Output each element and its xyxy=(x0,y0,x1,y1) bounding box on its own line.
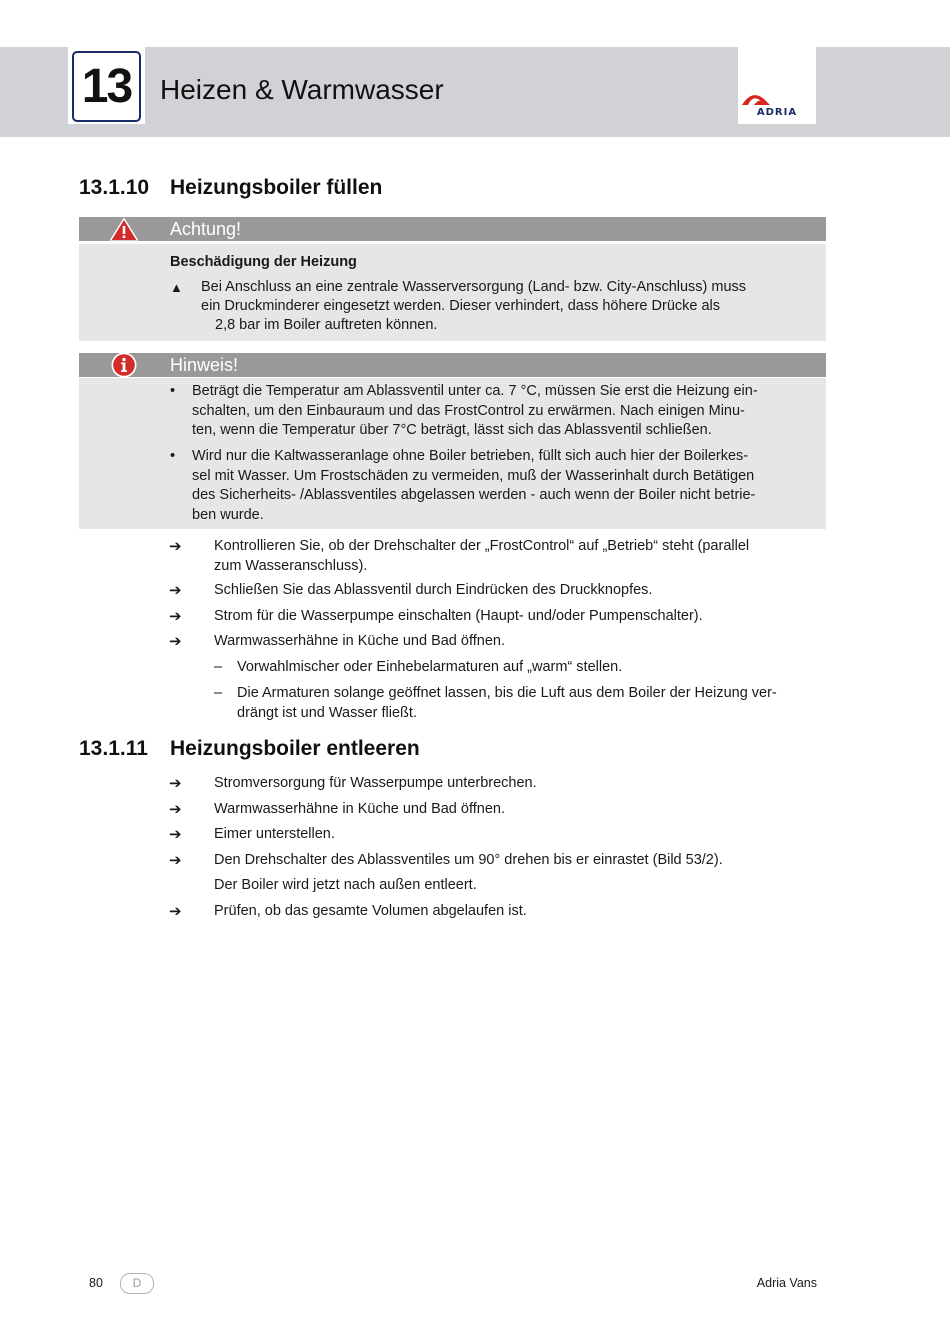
arrow-icon: ➔ xyxy=(169,801,182,818)
dash-marker: – xyxy=(214,659,223,675)
warning-title: Achtung! xyxy=(170,219,242,239)
hint-body xyxy=(79,378,826,529)
arrow-icon: ➔ xyxy=(169,826,182,843)
section-heading-empty xyxy=(79,737,420,761)
hint-bullet: • xyxy=(170,448,176,464)
hint-item: Wird nur die Kaltwasseranlage ohne Boiler betrieben, füllt sich auch hier der Boilerkes- sel mit Wasser. Um Frostschäden zu vermeiden, muß der Wasserinhalt durch Betätigen des Sicherheits- /Ablassventiles abgelassen werden - auch wenn der Boiler nicht betrie- ben wurde. xyxy=(192,448,756,523)
warning-subtitle: Beschädigung der Heizung xyxy=(170,254,357,270)
section-title: Heizungsboiler entleeren xyxy=(170,737,420,760)
hint-title-bar xyxy=(79,353,826,377)
adria-logo-icon xyxy=(740,87,814,107)
page-number: 80 xyxy=(89,1276,103,1290)
hint-bullet: • xyxy=(170,383,176,399)
arrow-icon: ➔ xyxy=(169,633,182,650)
arrow-icon: ➔ xyxy=(169,608,182,625)
warning-text-line: ein Druckminderer eingesetzt werden. Dieser verhindert, dass höhere Drücke als xyxy=(201,298,721,314)
chapter-badge xyxy=(68,47,145,124)
logo-wordmark: ADRIA xyxy=(756,107,798,118)
adria-logo xyxy=(738,47,816,124)
hint-item: Beträgt die Temperatur am Ablassventil unter ca. 7 °C, müssen Sie erst die Heizung ein- schalten, um den Einbauraum und das FrostControl zu erwärmen. Nach einigen Minu- ten, wenn die Temperatur über 7°C beträgt, lässt sich das Ablassventil schließen. xyxy=(192,383,758,438)
warning-text: Bei Anschluss an eine zentrale Wasserversorgung (Land- bzw. City-Anschluss) muss xyxy=(201,279,747,295)
language-badge: D xyxy=(120,1273,154,1294)
warning-triangle-marker: ▲ xyxy=(170,280,183,295)
arrow-icon: ➔ xyxy=(169,582,182,599)
arrow-icon: ➔ xyxy=(169,775,182,792)
section-number: 13.1.10 xyxy=(79,176,150,199)
section-title: Heizungsboiler füllen xyxy=(170,176,383,199)
warning-title-bar xyxy=(79,217,826,241)
chapter-number: 13 xyxy=(72,51,141,122)
section-number: 13.1.11 xyxy=(79,737,148,760)
hint-title: Hinweis! xyxy=(170,355,239,375)
warning-triangle-icon xyxy=(109,217,139,246)
arrow-icon: ➔ xyxy=(169,538,182,555)
chapter-title: Heizen & Warmwasser xyxy=(160,74,444,105)
section-heading-fill xyxy=(79,176,382,200)
warning-text-line: 2,8 bar im Boiler auftreten können. xyxy=(215,317,438,333)
dash-marker: – xyxy=(214,685,223,701)
arrow-icon: ➔ xyxy=(169,852,182,869)
warning-body xyxy=(79,244,826,341)
arrow-icon: ➔ xyxy=(169,903,182,920)
footer-brand: Adria Vans xyxy=(756,1276,817,1290)
